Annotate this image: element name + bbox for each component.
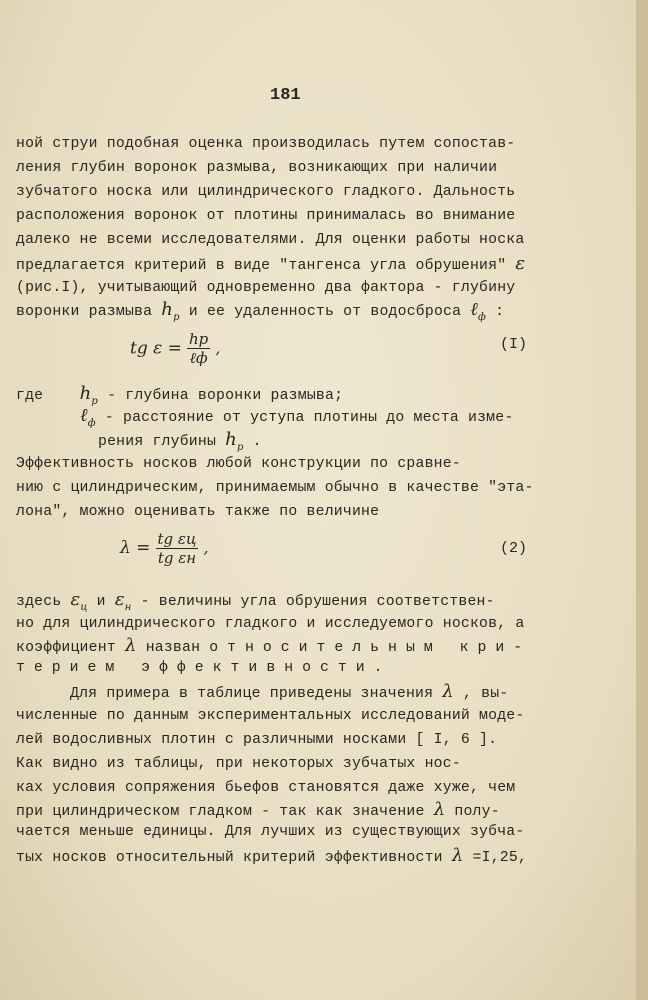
text-line: зубчатого носка или цилиндрического гладкого. Дальность — [16, 184, 516, 200]
text-line: далеко не всеми исследователями. Для оценки работы носка — [16, 232, 525, 248]
text-line: лей водосливных плотин с различными носками [ I, 6 ]. — [16, 732, 498, 748]
text-line: воронки размыва $h_р$ и ее удаленность от водосброса ℓ$_ф$ : — [16, 299, 505, 323]
text-line: нию с цилиндрическим, принимаемым обычно в качестве "эта- — [16, 480, 534, 496]
text-line: лона", можно оценивать также по величине — [16, 504, 380, 520]
text-line: (рис.I), учитывающий одновременно два фактора - глубину — [16, 280, 516, 296]
text-line: но для цилиндрического гладкого и исследуемого носков, а — [16, 616, 525, 632]
text-line: Эффективность носков любой конструкции по сравне- — [16, 456, 461, 472]
text-line: численные по данным экспериментальных исследований моде- — [16, 708, 525, 724]
text-line: коэффициент λ назван относительным кри- — [16, 635, 532, 656]
definition-line: рения глубины $h_р$ . — [98, 429, 262, 453]
text-line: терием эффективности. — [16, 660, 392, 676]
text-line: ках условия сопряжения бьефов становятся даже хуже, чем — [16, 780, 516, 796]
equation-number: (2) — [500, 540, 528, 557]
page-edge — [636, 0, 648, 1000]
text-line: ления глубин воронок размыва, возникающих при наличии — [16, 160, 498, 176]
text-line: при цилиндрическом гладком - так как значение λ полу- — [16, 799, 500, 820]
text-line: чается меньше единицы. Для лучших из существующих зубча- — [16, 824, 525, 840]
text-line: здесь $\varepsilon_ц$ и $\varepsilon_н$ - величины угла обрушения соответствен- — [16, 589, 495, 613]
text-line: ной струи подобная оценка производилась путем сопостав- — [16, 136, 516, 152]
formula-1: tg ε = $\frac{hр}{\text{ℓф}}$ , — [130, 330, 221, 367]
text-line: Как видно из таблицы, при некоторых зубчатых нос- — [16, 756, 461, 772]
definition-line: ℓ$_ф$ - расстояние от уступа плотины до места изме- — [80, 405, 514, 429]
text-line: предлагается критерий в виде "тангенса угла обрушения" ε — [16, 253, 526, 274]
equation-number: (I) — [500, 336, 528, 353]
text-line: тых носков относительный критерий эффективности λ =I,25, — [16, 845, 528, 866]
text-line: расположения воронок от плотины принималась во внимание — [16, 208, 516, 224]
definition-line: где $h_р$ - глубина воронки размыва; — [16, 383, 344, 407]
text-line: Для примера в таблице приведены значения λ , вы- — [70, 681, 509, 702]
formula-2: λ = $\frac{\text{tg εц}}{\text{tg εн}}$ , — [120, 530, 209, 567]
page-number: 181 — [270, 86, 301, 105]
